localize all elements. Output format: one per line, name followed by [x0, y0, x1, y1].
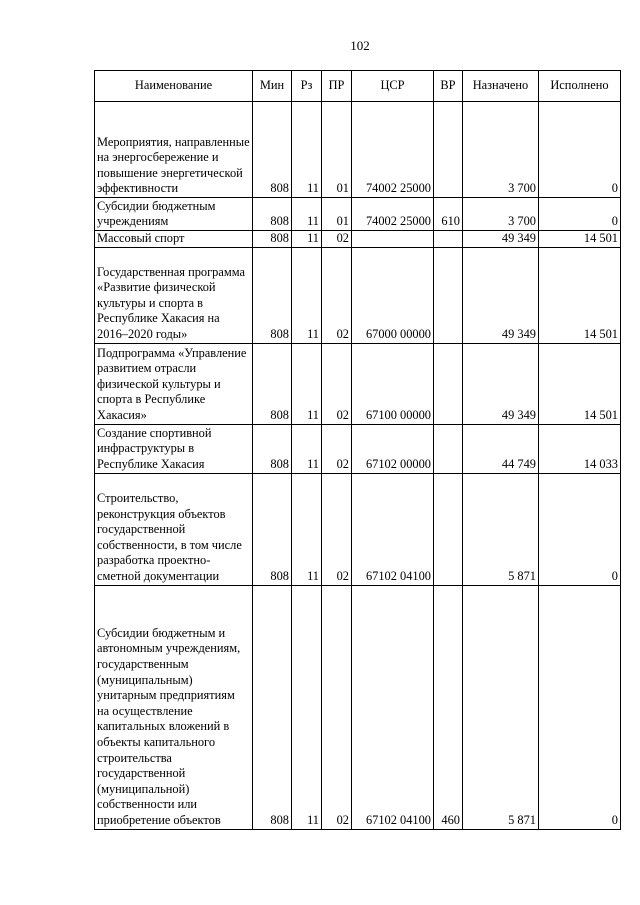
cell-executed: 0 [539, 102, 621, 198]
header-name: Наименование [95, 71, 253, 102]
cell-vr: 460 [434, 585, 463, 829]
table-row [95, 198, 621, 231]
cell-csr [352, 231, 434, 248]
cell-assigned: 49 349 [463, 343, 539, 424]
cell-min: 808 [253, 473, 292, 585]
table-row [95, 473, 621, 585]
cell-pr: 02 [322, 424, 352, 473]
header-executed: Исполнено [539, 71, 621, 102]
cell-rz: 11 [292, 424, 322, 473]
cell-csr: 67102 04100 [352, 473, 434, 585]
cell-name: Строительство, реконструкция объектов государственной собственности, в том числе разработка проектно-сметной документации [95, 473, 253, 585]
cell-vr [434, 102, 463, 198]
cell-executed: 0 [539, 585, 621, 829]
cell-vr: 610 [434, 198, 463, 231]
cell-vr [434, 231, 463, 248]
cell-name: Субсидии бюджетным и автономным учреждениям, государственным (муниципальным) унитарным предприятиям на осуществление капитальных вложений в объекты капитального строительства государственной (муниципальной) собственности или приобретение объектов [95, 585, 253, 829]
cell-min: 808 [253, 424, 292, 473]
cell-name: Создание спортивной инфраструктуры в Республике Хакасия [95, 424, 253, 473]
cell-assigned: 5 871 [463, 473, 539, 585]
page-number: 102 [350, 38, 370, 53]
cell-pr: 02 [322, 585, 352, 829]
header-pr: ПР [322, 71, 352, 102]
cell-vr [434, 343, 463, 424]
cell-name: Мероприятия, направленные на энергосбережение и повышение энергетической эффективности [95, 102, 253, 198]
header-assigned: Назначено [463, 71, 539, 102]
budget-table [94, 70, 621, 830]
cell-min: 808 [253, 102, 292, 198]
cell-name: Подпрограмма «Управление развитием отрасли физической культуры и спорта в Республике Хакасия» [95, 343, 253, 424]
cell-csr: 74002 25000 [352, 102, 434, 198]
cell-rz: 11 [292, 247, 322, 343]
cell-pr: 02 [322, 343, 352, 424]
cell-name: Субсидии бюджетным учреждениям [95, 198, 253, 231]
table-row [95, 343, 621, 424]
cell-pr: 01 [322, 198, 352, 231]
cell-csr: 67000 00000 [352, 247, 434, 343]
cell-name: Массовый спорт [95, 231, 253, 248]
cell-name: Государственная программа «Развитие физической культуры и спорта в Республике Хакасия на 2016–2020 годы» [95, 247, 253, 343]
cell-pr: 02 [322, 247, 352, 343]
table-row [95, 102, 621, 198]
cell-csr: 67102 00000 [352, 424, 434, 473]
cell-assigned: 5 871 [463, 585, 539, 829]
cell-rz: 11 [292, 343, 322, 424]
cell-vr [434, 473, 463, 585]
header-rz: Рз [292, 71, 322, 102]
cell-assigned: 3 700 [463, 102, 539, 198]
cell-assigned: 44 749 [463, 424, 539, 473]
cell-csr: 67102 04100 [352, 585, 434, 829]
cell-executed: 0 [539, 473, 621, 585]
table-header-row [95, 71, 621, 102]
table-row [95, 424, 621, 473]
cell-assigned: 3 700 [463, 198, 539, 231]
cell-min: 808 [253, 247, 292, 343]
cell-executed: 14 501 [539, 247, 621, 343]
table-row [95, 247, 621, 343]
cell-executed: 14 501 [539, 343, 621, 424]
header-min: Мин [253, 71, 292, 102]
table-row [95, 585, 621, 829]
cell-pr: 02 [322, 231, 352, 248]
cell-min: 808 [253, 343, 292, 424]
cell-vr [434, 424, 463, 473]
cell-pr: 01 [322, 102, 352, 198]
cell-assigned: 49 349 [463, 231, 539, 248]
cell-rz: 11 [292, 585, 322, 829]
cell-csr: 67100 00000 [352, 343, 434, 424]
cell-csr: 74002 25000 [352, 198, 434, 231]
cell-pr: 02 [322, 473, 352, 585]
cell-rz: 11 [292, 102, 322, 198]
table-row [95, 231, 621, 248]
cell-executed: 14 033 [539, 424, 621, 473]
cell-rz: 11 [292, 231, 322, 248]
cell-executed: 14 501 [539, 231, 621, 248]
cell-rz: 11 [292, 198, 322, 231]
cell-min: 808 [253, 198, 292, 231]
cell-min: 808 [253, 231, 292, 248]
cell-rz: 11 [292, 473, 322, 585]
cell-min: 808 [253, 585, 292, 829]
cell-vr [434, 247, 463, 343]
header-csr: ЦСР [352, 71, 434, 102]
cell-assigned: 49 349 [463, 247, 539, 343]
cell-executed: 0 [539, 198, 621, 231]
header-vr: ВР [434, 71, 463, 102]
